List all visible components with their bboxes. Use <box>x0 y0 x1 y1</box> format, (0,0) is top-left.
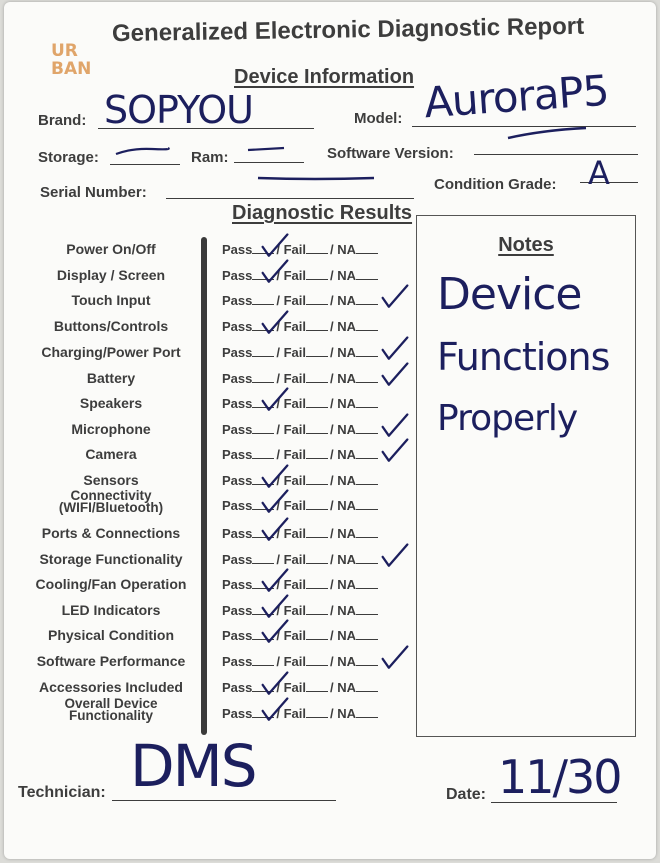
na-option[interactable]: NA <box>337 603 357 618</box>
option-blank <box>356 330 378 331</box>
diagnostic-row <box>18 522 418 548</box>
diagnostic-row-options <box>222 577 380 592</box>
diagnostic-row-label: Connectivity (WIFI/Bluetooth) <box>58 488 164 515</box>
fail-option[interactable]: Fail <box>283 552 307 567</box>
condition-grade-label: Condition Grade: <box>434 176 557 193</box>
option-blank <box>356 614 378 615</box>
diagnostic-row-options <box>222 706 380 721</box>
check-mark-icon <box>260 488 290 516</box>
option-separator: / <box>330 396 338 411</box>
condition-grade-value[interactable]: A <box>588 154 610 192</box>
technician-label: Technician: <box>18 784 106 801</box>
diagnostic-row-options <box>222 680 380 695</box>
diagnostic-row <box>18 367 418 393</box>
option-separator: / <box>276 680 284 695</box>
fail-option[interactable]: Fail <box>283 526 307 541</box>
diagnostic-row-options <box>222 526 380 541</box>
option-separator: / <box>330 293 338 308</box>
logo-line2: BAN <box>51 59 92 79</box>
ram-line <box>234 162 304 163</box>
diagnostic-row-label: Software Performance <box>36 653 186 669</box>
diagnostic-row-label: Microphone <box>71 421 151 437</box>
option-separator: / <box>276 447 284 462</box>
ram-scribble <box>244 142 294 162</box>
option-blank <box>252 458 274 459</box>
option-blank <box>306 691 328 692</box>
na-option[interactable]: NA <box>337 319 357 334</box>
na-option[interactable]: NA <box>337 345 357 360</box>
pass-option[interactable]: Pass <box>222 422 253 437</box>
diagnostic-row <box>18 548 418 574</box>
diagnostic-row-label: Storage Functionality <box>39 551 183 567</box>
diagnostic-row-label: Overall Device Functionality <box>64 696 158 723</box>
na-option[interactable]: NA <box>337 268 357 283</box>
diagnostic-row-label: Camera <box>85 446 137 462</box>
na-option[interactable]: NA <box>337 242 357 257</box>
option-blank <box>356 458 378 459</box>
report-title: Generalized Electronic Diagnostic Report <box>111 12 585 48</box>
notes-line-3: Properly <box>437 398 578 439</box>
na-option[interactable]: NA <box>337 654 357 669</box>
storage-line <box>110 164 180 165</box>
option-blank <box>306 458 328 459</box>
option-separator: / <box>276 422 284 437</box>
diagnostic-row <box>18 443 418 469</box>
option-blank <box>356 279 378 280</box>
option-blank <box>252 304 274 305</box>
diagnostic-row-options <box>222 319 380 334</box>
option-separator: / <box>330 577 338 592</box>
notes-text[interactable] <box>437 264 609 450</box>
option-blank <box>306 304 328 305</box>
option-separator: / <box>276 319 284 334</box>
option-separator: / <box>330 498 338 513</box>
option-separator: / <box>276 603 284 618</box>
check-mark-icon <box>380 361 410 389</box>
diagnostic-row-options <box>222 654 380 669</box>
check-mark-icon <box>260 309 290 337</box>
diagnostic-row-label: Display / Screen <box>56 267 166 283</box>
diagnostic-row-options <box>222 447 380 462</box>
diagnostic-row-options <box>222 603 380 618</box>
diagnostic-row-label: Charging/Power Port <box>41 344 181 360</box>
storage-scribble <box>112 142 172 162</box>
pass-option[interactable]: Pass <box>222 396 253 411</box>
option-blank <box>306 639 328 640</box>
logo-line1: UR <box>51 41 78 61</box>
diagnostic-row-options <box>222 498 380 513</box>
option-separator: / <box>276 577 284 592</box>
notes-line-1: Device <box>437 269 582 320</box>
serial-number-line <box>166 198 414 199</box>
option-separator: / <box>330 654 338 669</box>
diagnostic-row <box>18 341 418 367</box>
diagnostic-row-options <box>222 473 380 488</box>
check-mark-icon <box>380 283 410 311</box>
na-option[interactable]: NA <box>337 628 357 643</box>
fail-option[interactable]: Fail <box>283 473 307 488</box>
ram-label: Ram: <box>191 149 229 166</box>
check-mark-icon <box>380 644 410 672</box>
option-separator: / <box>276 628 284 643</box>
diagnostic-row-label: Sensors <box>83 472 139 488</box>
option-separator: / <box>276 706 284 721</box>
diagnostic-row-label: Cooling/Fan Operation <box>35 576 187 592</box>
diagnostic-row <box>18 650 418 676</box>
na-option[interactable]: NA <box>337 526 357 541</box>
option-blank <box>356 433 378 434</box>
option-blank <box>252 665 274 666</box>
diagnostic-row <box>18 624 418 650</box>
notes-box <box>416 215 636 737</box>
option-blank <box>306 356 328 357</box>
diagnostic-row-options <box>222 345 380 360</box>
software-version-label: Software Version: <box>327 145 454 162</box>
fail-option[interactable]: Fail <box>283 577 307 592</box>
option-blank <box>306 509 328 510</box>
diagnostic-row-options <box>222 371 380 386</box>
check-mark-icon <box>380 412 410 440</box>
pass-option[interactable]: Pass <box>222 706 253 721</box>
option-separator: / <box>276 268 284 283</box>
option-blank <box>306 665 328 666</box>
fail-option[interactable]: Fail <box>283 293 307 308</box>
na-option[interactable]: NA <box>337 371 357 386</box>
option-blank <box>356 509 378 510</box>
pass-option[interactable]: Pass <box>222 473 253 488</box>
pass-option[interactable]: Pass <box>222 293 253 308</box>
serial-number-scribble <box>254 168 384 192</box>
fail-option[interactable]: Fail <box>283 498 307 513</box>
pass-option[interactable]: Pass <box>222 680 253 695</box>
option-separator: / <box>330 345 338 360</box>
na-option[interactable]: NA <box>337 552 357 567</box>
option-blank <box>306 382 328 383</box>
na-option[interactable]: NA <box>337 473 357 488</box>
na-option[interactable]: NA <box>337 447 357 462</box>
diagnostic-row <box>18 264 418 290</box>
option-blank <box>306 330 328 331</box>
option-blank <box>356 717 378 718</box>
diagnostic-row <box>18 418 418 444</box>
option-blank <box>356 537 378 538</box>
pass-option[interactable]: Pass <box>222 319 253 334</box>
option-separator: / <box>330 526 338 541</box>
model-label: Model: <box>354 110 403 127</box>
option-separator: / <box>330 242 338 257</box>
fail-option[interactable]: Fail <box>283 242 307 257</box>
fail-option[interactable]: Fail <box>283 680 307 695</box>
option-separator: / <box>330 371 338 386</box>
na-option[interactable]: NA <box>337 396 357 411</box>
option-blank <box>306 433 328 434</box>
option-blank <box>356 356 378 357</box>
check-mark-icon <box>260 386 290 414</box>
na-option[interactable]: NA <box>337 422 357 437</box>
option-blank <box>356 304 378 305</box>
technician-line <box>112 800 336 801</box>
na-option[interactable]: NA <box>337 498 357 513</box>
option-blank <box>356 665 378 666</box>
na-option[interactable]: NA <box>337 706 357 721</box>
diagnostic-row <box>18 599 418 625</box>
brand-value[interactable]: SOPYOU <box>104 88 253 132</box>
option-blank <box>252 563 274 564</box>
option-separator: / <box>330 473 338 488</box>
option-separator: / <box>276 396 284 411</box>
diagnostic-row-options <box>222 552 380 567</box>
option-separator: / <box>330 680 338 695</box>
diagnostic-row-options <box>222 396 380 411</box>
diagnostic-row-label: Physical Condition <box>47 627 174 643</box>
na-option[interactable]: NA <box>337 293 357 308</box>
check-mark-icon <box>380 437 410 465</box>
check-mark-icon <box>260 567 290 595</box>
option-separator: / <box>276 371 284 386</box>
option-blank <box>306 253 328 254</box>
option-separator: / <box>330 268 338 283</box>
diagnostic-row <box>18 573 418 599</box>
option-blank <box>356 563 378 564</box>
option-blank <box>306 537 328 538</box>
diagnostic-row-label: Battery <box>86 370 136 386</box>
option-separator: / <box>276 345 284 360</box>
option-blank <box>356 382 378 383</box>
option-blank <box>252 382 274 383</box>
diagnostic-row-label: LED Indicators <box>61 602 161 618</box>
diagnostic-row-label: Buttons/Controls <box>53 318 169 334</box>
na-option[interactable]: NA <box>337 577 357 592</box>
pass-option[interactable]: Pass <box>222 345 253 360</box>
pass-option[interactable]: Pass <box>222 577 253 592</box>
fail-option[interactable]: Fail <box>283 345 307 360</box>
model-value[interactable]: AuroraP5 <box>422 65 610 128</box>
pass-option[interactable]: Pass <box>222 603 253 618</box>
option-blank <box>306 563 328 564</box>
diagnostic-row-options <box>222 268 380 283</box>
brand-label: Brand: <box>38 112 87 129</box>
option-separator: / <box>276 526 284 541</box>
option-separator: / <box>330 706 338 721</box>
notes-heading: Notes <box>498 234 554 256</box>
option-separator: / <box>330 552 338 567</box>
option-blank <box>356 639 378 640</box>
check-mark-icon <box>380 335 410 363</box>
check-mark-icon <box>260 670 290 698</box>
option-separator: / <box>276 242 284 257</box>
pass-option[interactable]: Pass <box>222 498 253 513</box>
fail-option[interactable]: Fail <box>283 628 307 643</box>
pass-option[interactable]: Pass <box>222 371 253 386</box>
diagnostic-row-options <box>222 293 380 308</box>
serial-number-label: Serial Number: <box>40 184 147 201</box>
device-information-heading: Device Information <box>234 66 415 88</box>
diagnostic-row <box>18 238 418 264</box>
diagnostic-row-label: Ports & Connections <box>41 525 181 541</box>
check-mark-icon <box>260 696 290 724</box>
date-label: Date: <box>446 786 487 803</box>
urban-logo <box>51 42 91 78</box>
option-separator: / <box>276 293 284 308</box>
option-separator: / <box>276 654 284 669</box>
option-blank <box>306 614 328 615</box>
option-blank <box>306 588 328 589</box>
diagnostic-row-options <box>222 242 380 257</box>
fail-option[interactable]: Fail <box>283 268 307 283</box>
pass-option[interactable]: Pass <box>222 526 253 541</box>
option-blank <box>356 253 378 254</box>
option-blank <box>306 279 328 280</box>
fail-option[interactable]: Fail <box>283 371 307 386</box>
diagnostic-row-label: Speakers <box>79 395 143 411</box>
technician-value[interactable]: DMS <box>130 732 256 800</box>
notes-line-2: Functions <box>437 335 610 379</box>
check-mark-icon <box>260 516 290 544</box>
fail-option[interactable]: Fail <box>283 422 307 437</box>
option-blank <box>356 407 378 408</box>
option-separator: / <box>330 603 338 618</box>
diagnostic-row-label: Touch Input <box>71 292 151 308</box>
na-option[interactable]: NA <box>337 680 357 695</box>
fail-option[interactable]: Fail <box>283 319 307 334</box>
option-blank <box>356 691 378 692</box>
check-mark-icon <box>380 542 410 570</box>
diagnostic-row-label: Power On/Off <box>66 241 156 257</box>
diagnostic-row <box>18 315 418 341</box>
diagnostic-row-label: Accessories Included <box>39 679 183 695</box>
diagnostic-results-heading: Diagnostic Results <box>232 202 413 224</box>
option-separator: / <box>276 552 284 567</box>
check-mark-icon <box>260 593 290 621</box>
diagnostic-row <box>18 289 418 315</box>
option-separator: / <box>330 319 338 334</box>
diagnostic-row-options <box>222 628 380 643</box>
fail-option[interactable]: Fail <box>283 396 307 411</box>
diagnostic-row <box>18 392 418 418</box>
check-mark-icon <box>260 463 290 491</box>
fail-option[interactable]: Fail <box>283 603 307 618</box>
option-separator: / <box>330 422 338 437</box>
pass-option[interactable]: Pass <box>222 628 253 643</box>
diagnostic-row <box>18 696 418 728</box>
option-separator: / <box>330 628 338 643</box>
option-separator: / <box>330 447 338 462</box>
option-blank <box>306 484 328 485</box>
check-mark-icon <box>260 618 290 646</box>
option-separator: / <box>276 498 284 513</box>
pass-option[interactable]: Pass <box>222 552 253 567</box>
diagnostic-row-options <box>222 422 380 437</box>
diagnostic-row <box>18 488 418 520</box>
option-separator: / <box>276 473 284 488</box>
option-blank <box>252 356 274 357</box>
option-blank <box>306 407 328 408</box>
diagnostic-report-sheet <box>4 2 656 859</box>
check-mark-icon <box>260 232 290 260</box>
pass-option[interactable]: Pass <box>222 242 253 257</box>
option-blank <box>252 433 274 434</box>
check-mark-icon <box>260 258 290 286</box>
option-blank <box>356 484 378 485</box>
software-version-line <box>474 154 638 155</box>
storage-label: Storage: <box>38 149 99 166</box>
date-value[interactable]: 11/30 <box>498 750 621 804</box>
software-version-scribble <box>504 118 594 148</box>
pass-option[interactable]: Pass <box>222 654 253 669</box>
fail-option[interactable]: Fail <box>283 706 307 721</box>
fail-option[interactable]: Fail <box>283 654 307 669</box>
pass-option[interactable]: Pass <box>222 268 253 283</box>
option-blank <box>356 588 378 589</box>
pass-option[interactable]: Pass <box>222 447 253 462</box>
option-blank <box>306 717 328 718</box>
fail-option[interactable]: Fail <box>283 447 307 462</box>
